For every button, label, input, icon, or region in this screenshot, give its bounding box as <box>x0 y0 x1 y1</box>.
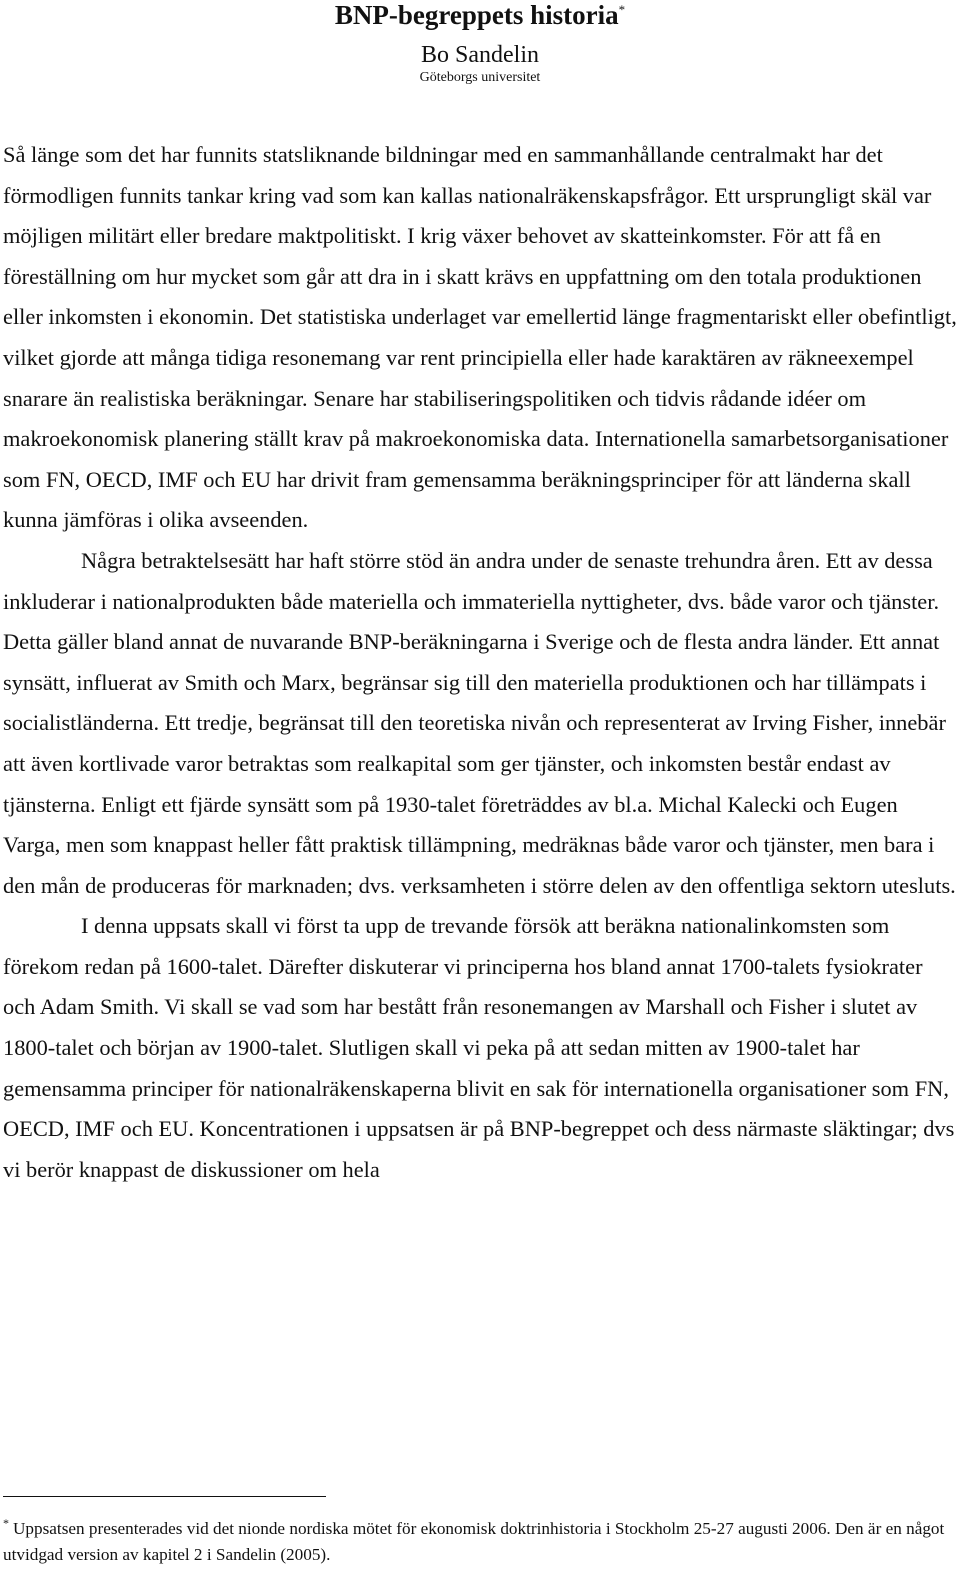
document-title <box>0 0 960 30</box>
title-footnote-mark: * <box>618 2 626 17</box>
title-block <box>0 0 960 87</box>
footnote-separator <box>3 1496 326 1497</box>
author-affiliation: Göteborgs universitet <box>419 70 541 85</box>
body-paragraph-3: I denna uppsats skall vi först ta upp de trevande försök att beräkna nationalinkomsten som förekom redan på 1600-talet. Därefter diskuterar vi principerna hos bland annat 1700-talets fysiokrater och Adam Smith. Vi skall se vad som har bestått från resonemangen av Marshall och Fisher i slutet av 1800-talet och början av 1900-talet. Slutligen skall vi peka på att sedan mitten av 1900-talet har gemensamma principer för nationalräkenskaperna blivit en sak för internationella organisationer som FN, OECD, IMF och EU. Koncentrationen i uppsatsen är på BNP-begreppet och dess närmaste släktingar; dvs vi berör knappast de diskussioner om hela <box>3 913 955 1182</box>
author-name: Bo Sandelin <box>421 42 539 68</box>
document-title-text: BNP-begreppets historia <box>334 0 619 30</box>
body-text <box>3 135 957 1190</box>
body-paragraph-1: Så länge som det har funnits statsliknande bildningar med en sammanhållande centralmakt har det förmodligen funnits tankar kring vad som kan kallas nationalräkenskapsfrågor. Ett ursprungligt skäl var möjligen militärt eller bredare maktpolitiskt. I krig växer behovet av skatteinkomster. För att få en föreställning om hur mycket som går att dra in i skatt krävs en uppfattning om den totala produktionen eller inkomsten i ekonomin. Det statistiska underlaget var emellertid länge fragmentariskt eller obefintligt, vilket gjorde att många tidiga resonemang var rent principiella eller hade karaktären av räkneexempel snarare än realistiska beräkningar. Senare har stabiliseringspolitiken och tidvis rådande idéer om makroekonomisk planering ställt krav på makroekonomiska data. Internationella samarbetsorganisationer som FN, OECD, IMF och EU har drivit fram gemensamma beräkningsprinciper för att länderna skall kunna jämföras i olika avseenden. <box>3 142 957 533</box>
footnote-text: Uppsatsen presenterades vid det nionde nordiska mötet för ekonomisk doktrinhistoria i Stockholm 25-27 augusti 2006. Den är en något utvidgad version av kapitel 2 i Sandelin (2005). <box>3 1519 945 1564</box>
footnote-mark: * <box>3 1516 9 1531</box>
body-paragraph-2: Några betraktelsesätt har haft större stöd än andra under de senaste trehundra åren. Ett av dessa inkluderar i nationalprodukten både materiella och immateriella nyttigheter, dvs. både varor och tjänster. Detta gäller bland annat de nuvarande BNP-beräkningarna i Sverige och de flesta andra länder. Ett annat synsätt, influerat av Smith och Marx, begränsar sig till den materiella produktionen och har tillämpats i socialistländerna. Ett tredje, begränsat till den teoretiska nivån och representerat av Irving Fisher, innebär att även kortlivade varor betraktas som realkapital som ger tjänster, och inkomsten består endast av tjänsterna. Enligt ett fjärde synsätt som på 1930-talet företräddes av bl.a. Michal Kalecki och Eugen Varga, men som knappast heller fått praktisk tillämpning, medräknas både varor och tjänster, men bara i den mån de produceras för marknaden; dvs. verksamheten i större delen av den offentliga sektorn utesluts. <box>3 547 956 898</box>
footnote <box>3 1516 948 1568</box>
